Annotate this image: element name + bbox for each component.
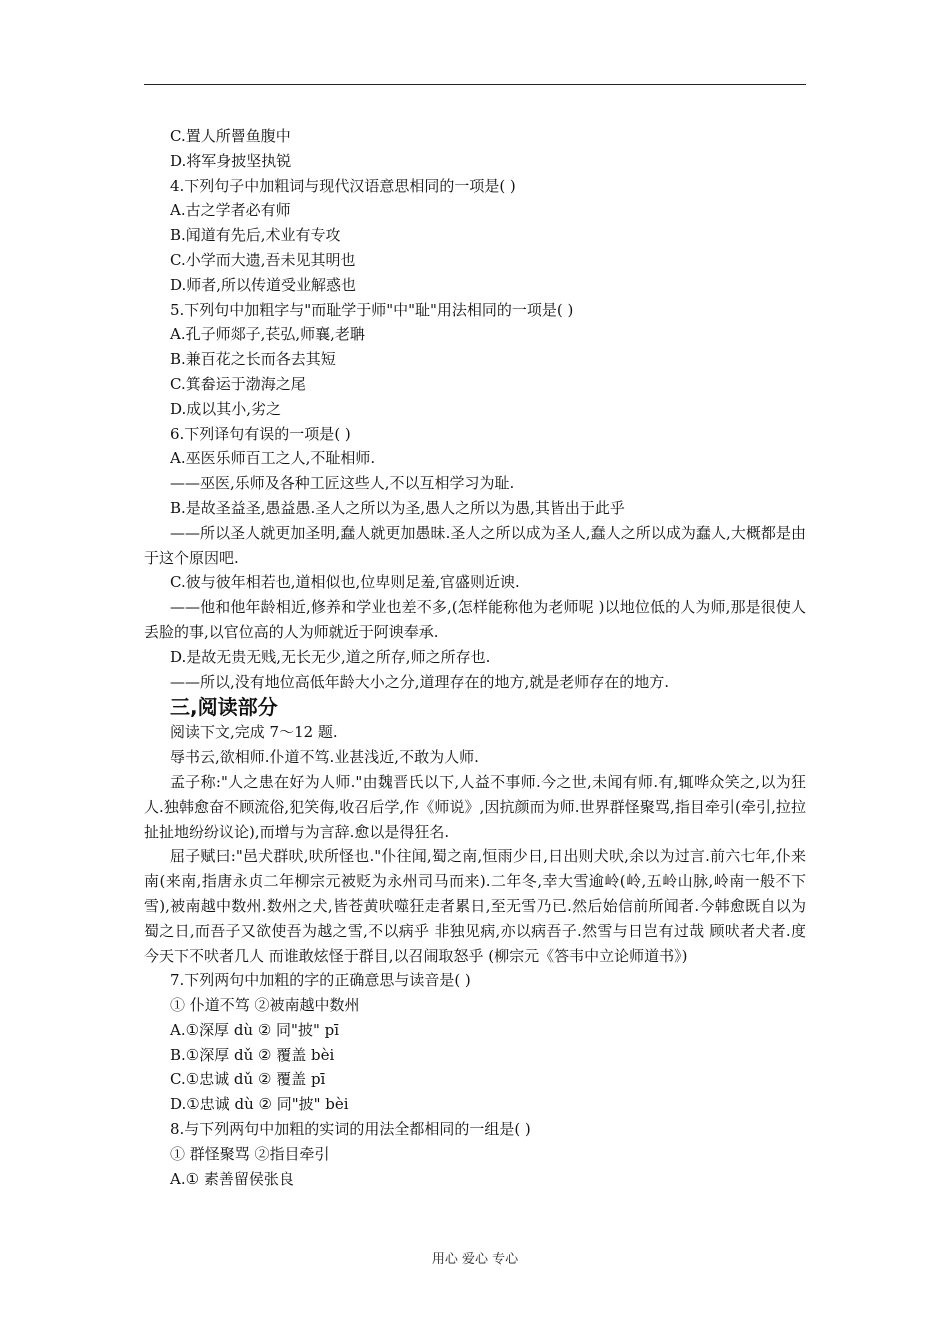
question-line: ① 群怪聚骂 ②指目牵引: [170, 1144, 330, 1163]
page-footer: 用心 爱心 专心: [431, 1252, 519, 1267]
option-line: D.①忠诚 dù ② 同"披" bèi: [170, 1095, 349, 1114]
option-line: B.①深厚 dǔ ② 覆盖 bèi: [170, 1045, 335, 1064]
option-line: A.古之学者必有师: [170, 201, 291, 220]
option-line: D.是故无贵无贱,无长无少,道之所存,师之所存也.: [170, 647, 491, 666]
question-6: 6.下列译句有误的一项是( ): [170, 424, 351, 443]
option-line: A.孔子师郯子,苌弘,师襄,老聃: [170, 325, 365, 344]
option-line: C.彼与彼年相若也,道相似也,位卑则足羞,官盛则近谀.: [170, 573, 520, 592]
section-heading: 三,阅读部分: [170, 695, 278, 720]
option-line: A.巫医乐师百工之人,不耻相师.: [170, 449, 376, 468]
option-line: C.置人所罾鱼腹中: [170, 127, 291, 145]
question-7: 7.下列两句中加粗的字的正确意思与读音是( ): [170, 971, 471, 990]
option-line: A.①深厚 dù ② 同"披" pī: [170, 1020, 340, 1039]
option-line: C.小学而大遗,吾未见其明也: [170, 250, 356, 269]
reading-paragraph: 辱书云,欲相师.仆道不笃.业甚浅近,不敢为人师.: [170, 748, 479, 767]
document-body: [144, 124, 806, 1191]
question-5: 5.下列句中加粗字与"而耻学于师"中"耻"用法相同的一项是( ): [170, 300, 574, 319]
header-rule: [144, 84, 806, 85]
question-line: ① 仆道不笃 ②被南越中数州: [170, 996, 360, 1015]
reading-paragraph: 孟子称:"人之患在好为人师."由魏晋氏以下,人益不事师.今之世,未闻有师.有,辄哗众笑之,以为狂人.独韩愈奋不顾流俗,犯笑侮,收召后学,作《师说》,因抗颜而为师.世界群怪聚骂,指目牵引(牵引,拉拉扯扯地纷纷议论),而增与为言辞.愈以是得狂名.: [144, 772, 806, 841]
option-line: B.闻道有先后,术业有专攻: [170, 226, 341, 245]
option-line: D.将军身披坚执锐: [170, 151, 292, 170]
reading-instructions: 阅读下文,完成 7～12 题.: [170, 723, 338, 742]
question-4: 4.下列句子中加粗词与现代汉语意思相同的一项是( ): [170, 176, 516, 195]
translation-paragraph: ——所以圣人就更加圣明,蠢人就更加愚昧.圣人之所以成为圣人,蠢人之所以成为蠢人,大概都是由于这个原因吧.: [144, 523, 806, 567]
option-line: A.① 素善留侯张良: [170, 1169, 294, 1188]
translation-paragraph: ——他和他年龄相近,修养和学业也差不多,(怎样能称他为老师呢 )以地位低的人为师,那是很使人丢脸的事,以官位高的人为师就近于阿谀奉承.: [144, 598, 806, 641]
option-line: B.兼百花之长而各去其短: [170, 350, 336, 369]
option-line: D.师者,所以传道受业解惑也: [170, 275, 357, 294]
option-line: B.是故圣益圣,愚益愚.圣人之所以为圣,愚人之所以为愚,其皆出于此乎: [170, 498, 625, 517]
question-8: 8.与下列两句中加粗的实词的用法全都相同的一组是( ): [170, 1120, 531, 1139]
translation-line: ——所以,没有地位高低年龄大小之分,道理存在的地方,就是老师存在的地方.: [170, 672, 670, 691]
option-line: C.箕畚运于渤海之尾: [170, 374, 306, 393]
option-line: D.成以其小,劣之: [170, 399, 282, 418]
reading-paragraph: 屈子赋曰:"邑犬群吠,吠所怪也."仆往闻,蜀之南,恒雨少日,日出则犬吠,余以为过言.前六七年,仆来南(来南,指唐永贞二年柳宗元被贬为永州司马而来).二年冬,幸大雪逾岭(岭,五岭山脉,岭南一般不下雪),被南越中数州.数州之犬,皆苍黄吠噬狂走者累日,至无雪乃已.然后始信前所闻者.今韩愈既自以为蜀之日,而吾子又欲使吾为越之雪,不以病乎 非独见病,亦以病吾子.然雪与日岂有过哉 顾吠者犬者.度今天下不吠者几人 而谁敢炫怪于群目,以召闹取怒乎 (柳宗元《答韦中立论师道书》): [144, 847, 806, 965]
translation-line: ——巫医,乐师及各种工匠这些人,不以互相学习为耻.: [170, 474, 515, 493]
option-line: C.①忠诚 dǔ ② 覆盖 pī: [170, 1070, 326, 1089]
